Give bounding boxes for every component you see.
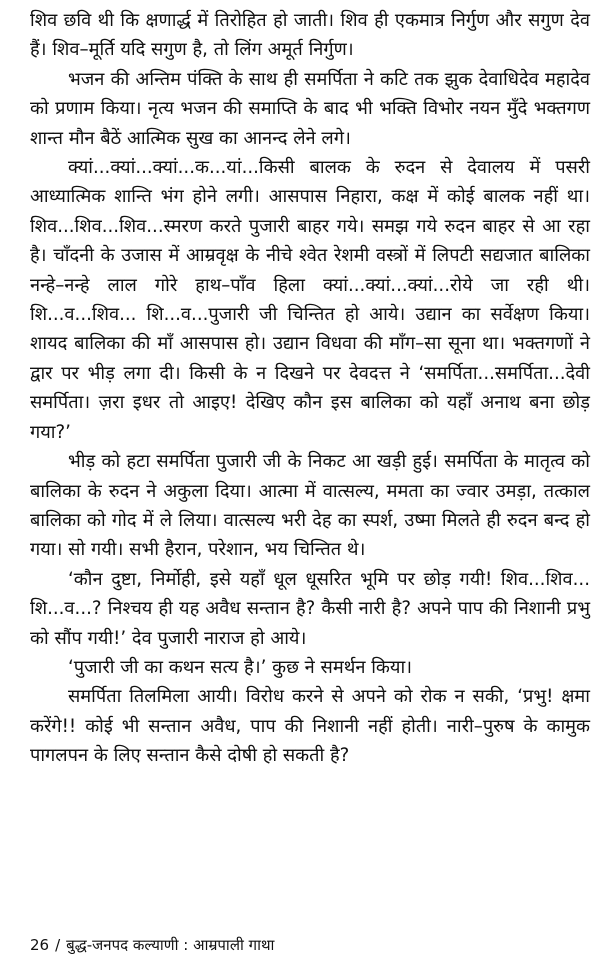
paragraph: समर्पिता तिलमिला आयी। विरोध करने से अपने को रोक न सकी, ‘प्रभु! क्षमा करेंगे!! कोई भी सन्तान अवैध, पाप की निशानी नहीं होती। नारी–पुरुष के कामुक पागलपन के लिए सन्तान कैसे दोषी हो सकती है?	[30, 686, 590, 767]
paragraph: भजन की अन्तिम पंक्ति के साथ ही समर्पिता ने कटि तक झुक देवाधिदेव महादेव को प्रणाम किया। नृत्य भजन की समाप्ति के बाद भी भक्ति विभोर नयन मुँदे भक्तगण शान्त मौन बैठें आत्मिक सुख का आनन्द लेने लगे।	[30, 68, 590, 149]
running-title: बुद्ध-जनपद कल्याणी : आम्रपाली गाथा	[66, 936, 275, 954]
paragraph: क्यां...क्यां...क्यां...क...यां...किसी बालक के रुदन से देवालय में पसरी आध्यात्मिक शान्ति भंग होने लगी। आसपास निहारा, कक्ष में कोई बालक नहीं था। शिव...शिव...शिव...स्मरण करते पुजारी बाहर गये। समझ गये रुदन बाहर से आ रहा है। चाँदनी के उजास में आम्रवृक्ष के नीचे श्वेत रेशमी वस्त्रों में लिपटी सद्यजात बालिका नन्हे–नन्हे लाल गोरे हाथ–पाँव हिला क्यां...क्यां...क्यां...रोये जा रही थी। शि...व...शिव... शि...व...पुजारी जी चिन्तित हो आये। उद्यान का सर्वेक्षण किया। शायद बालिका की माँ आसपास हो। उद्यान विधवा की माँग–सा सूना था। भक्तगणों ने द्वार पर भीड़ लगा दी। किसी के न दिखने पर देवदत्त ने ‘समर्पिता...समर्पिता...देवी समर्पिता। ज़रा इधर तो आइए! देखिए कौन इस बालिका को यहाँ अनाथ बना छोड़ गया?’	[30, 157, 590, 443]
paragraph: भीड़ को हटा समर्पिता पुजारी जी के निकट आ खड़ी हुई। समर्पिता के मातृत्व को बालिका के रुदन ने अकुला दिया। आत्मा में वात्सल्य, ममता का ज्वार उमड़ा, तत्काल बालिका को गोद में ले लिया। वात्सल्य भरी देह का स्पर्श, उष्मा मिलते ही रुदन बन्द हो गया। सो गयी। सभी हैरान, परेशान, भय चिन्तित थे।	[30, 451, 590, 561]
paragraph: ‘पुजारी जी का कथन सत्य है।’ कुछ ने समर्थन किया।	[68, 656, 413, 678]
body-text	[30, 6, 590, 771]
footer-separator: /	[55, 936, 61, 954]
page-number: 26	[30, 936, 50, 954]
paragraph: शिव छवि थी कि क्षणार्द्ध में तिरोहित हो जाती। शिव ही एकमात्र निर्गुण और सगुण देव हैं। शिव–मूर्ति यदि सगुण है, तो लिंग अमूर्त निर्गुण।	[30, 10, 590, 61]
paragraph: ‘कौन दुष्टा, निर्मोही, इसे यहाँ धूल धूसरित भूमि पर छोड़ गयी! शिव...शिव... शि...व...? निश्चय ही यह अवैध सन्तान है? कैसी नारी है? अपने पाप की निशानी प्रभु को सौंप गयी!’ देव पुजारी नाराज हो आये।	[30, 568, 590, 649]
page-footer	[30, 935, 274, 955]
